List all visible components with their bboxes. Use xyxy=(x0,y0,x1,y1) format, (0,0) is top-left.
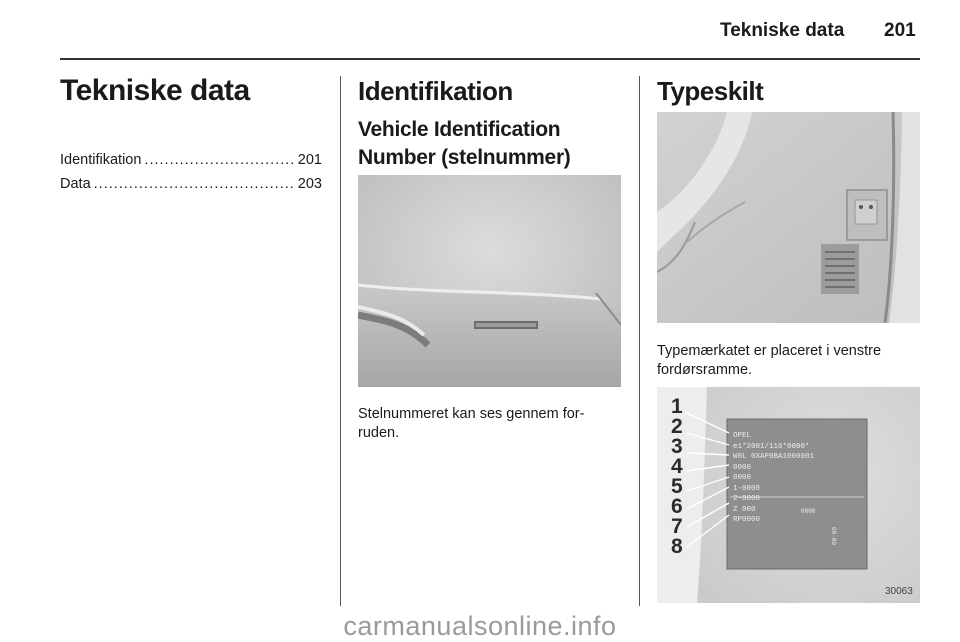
toc-leader-dots xyxy=(94,176,295,192)
plate-line: e1*2001/116*0000* xyxy=(733,442,810,451)
chapter-title: Tekniske data xyxy=(60,74,250,107)
callout-number-6: 6 xyxy=(671,495,683,518)
toc-entry-page: 203 xyxy=(297,176,322,192)
callout-number-4: 4 xyxy=(671,455,683,478)
caption-line: ruden. xyxy=(358,425,400,441)
plate-side-code: 0000 xyxy=(801,508,816,515)
column-divider-right xyxy=(639,76,640,606)
toc-entry-identifikation[interactable] xyxy=(60,152,322,176)
column-divider-left xyxy=(340,76,341,606)
callout-number-1: 1 xyxy=(671,395,683,418)
caption-line: Stelnummeret kan ses gennem for- xyxy=(358,406,585,422)
typeplate-caption xyxy=(657,342,881,380)
plate-line: RP0000 xyxy=(733,516,761,524)
table-of-contents xyxy=(60,152,322,200)
toc-entry-data[interactable] xyxy=(60,176,322,200)
section-heading: Typeskilt xyxy=(657,76,764,106)
vin-caption xyxy=(358,405,584,443)
subsection-heading-line: Vehicle Identification xyxy=(358,118,561,141)
watermark: carmanualsonline.info xyxy=(343,611,617,641)
plate-line: W0L 0XAP0BA1000001 xyxy=(733,453,815,461)
typeplate-text xyxy=(733,431,853,526)
subsection-heading-line: Number (stelnummer) xyxy=(358,146,571,169)
section-heading: Identifikation xyxy=(358,76,513,106)
caption-line: Typemærkatet er placeret i venstre xyxy=(657,343,882,359)
callout-number-2: 2 xyxy=(671,415,683,438)
toc-leader-dots xyxy=(144,152,294,168)
door-frame-illustration xyxy=(657,112,920,323)
door-frame-photo xyxy=(657,112,920,323)
plate-bottom-code: 00-00 xyxy=(830,527,837,546)
windshield-vin-photo xyxy=(358,175,621,387)
plate-line: Z 000 xyxy=(733,505,756,514)
toc-entry-page: 201 xyxy=(297,152,322,168)
toc-entry-label: Data xyxy=(60,176,91,192)
callout-number-8: 8 xyxy=(671,535,683,558)
caption-line: fordørsramme. xyxy=(657,362,753,378)
plate-line: 2-0000 xyxy=(733,495,761,503)
figure-number: 30063 xyxy=(885,586,913,597)
typeplate-closeup-figure xyxy=(657,387,920,603)
running-header-title: Tekniske data xyxy=(720,20,845,41)
subsection-heading xyxy=(358,116,571,172)
callout-number-3: 3 xyxy=(671,435,683,458)
toc-entry-label: Identifikation xyxy=(60,152,142,168)
plate-line: 1-0000 xyxy=(733,484,761,493)
callout-number-7: 7 xyxy=(671,515,683,538)
page-number: 201 xyxy=(884,20,916,41)
callout-number-5: 5 xyxy=(671,475,683,498)
header-rule xyxy=(60,58,920,60)
plate-line: OPEL xyxy=(733,432,752,440)
plate-line: 0000 xyxy=(733,474,752,482)
typeplate-callout-numbers xyxy=(671,397,693,557)
plate-line: 0000 xyxy=(733,463,752,472)
windshield-vin-illustration xyxy=(358,175,621,387)
